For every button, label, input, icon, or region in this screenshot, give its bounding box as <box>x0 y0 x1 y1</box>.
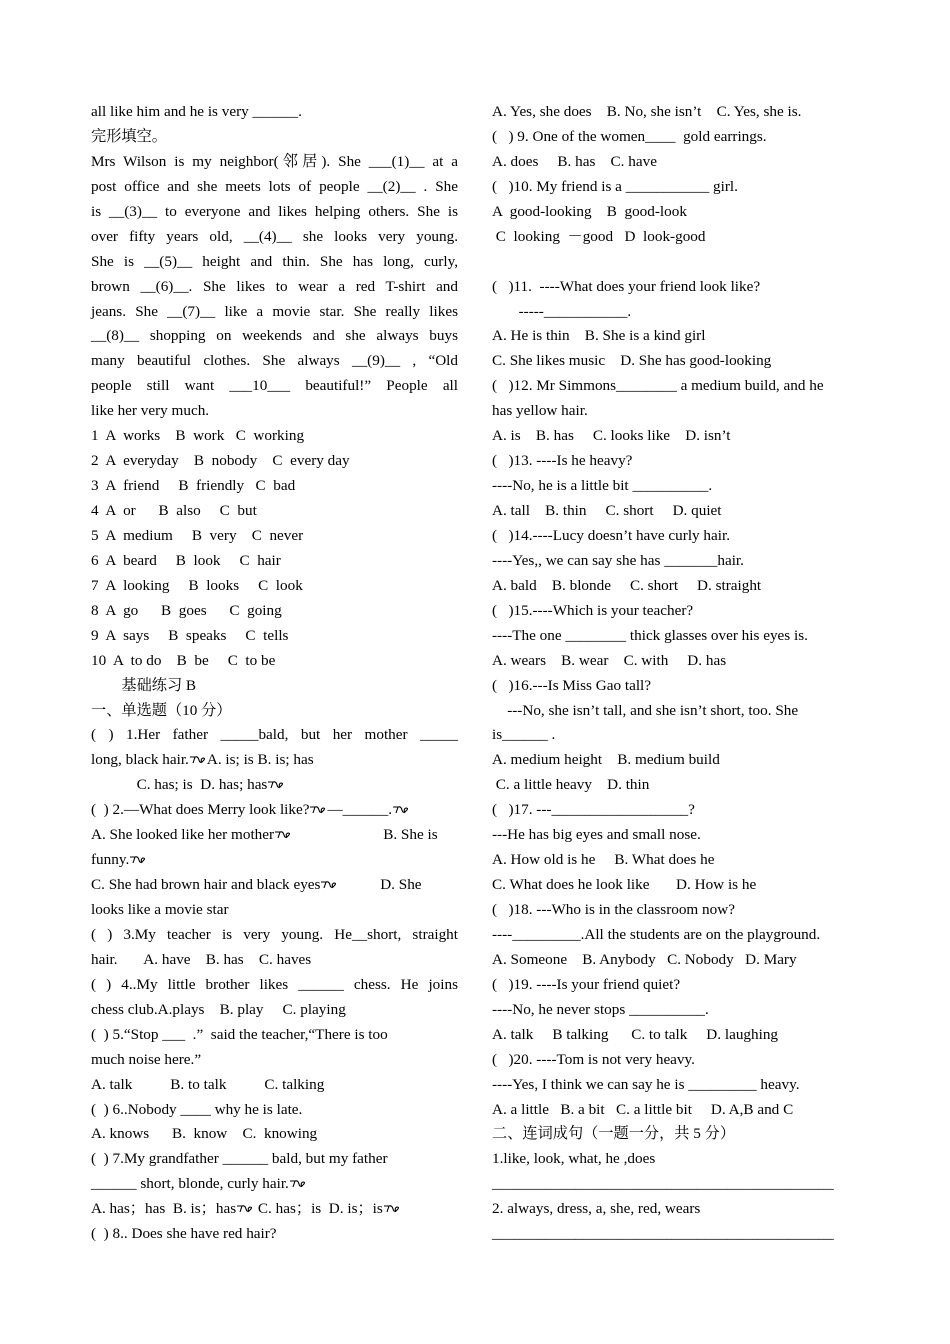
text-line <box>91 424 458 449</box>
line-text: all like him and he is very ______. <box>91 103 302 120</box>
text-line <box>91 1147 458 1172</box>
text-line <box>91 723 458 748</box>
line-text: ---No, she isn’t tall, and she isn’t short, too. She <box>492 701 799 719</box>
text-line <box>91 349 458 374</box>
line-text: A. talk B. to talk C. talking <box>91 1075 325 1093</box>
text-line <box>492 1172 860 1197</box>
text-line <box>492 599 860 624</box>
line-text: A. talk B talking C. to talk D. laughing <box>492 1025 779 1043</box>
line-break-mark-icon <box>392 805 410 815</box>
line-text: ______ short, blonde, curly hair. <box>91 1175 289 1193</box>
text-line <box>91 773 458 798</box>
line-text: 3 A friend B friendly C bad <box>91 477 296 495</box>
line-text-continued: C. has；is D. is；is <box>254 1200 383 1218</box>
text-line <box>492 474 860 499</box>
line-text-continued: A. is; is B. is; has <box>206 751 314 769</box>
text-line <box>91 1172 458 1197</box>
text-line <box>492 449 860 474</box>
text-line <box>492 175 860 200</box>
text-line <box>91 175 458 200</box>
line-break-mark-icon <box>309 805 327 815</box>
text-line <box>492 699 860 724</box>
line-text: long, black hair. <box>91 751 189 769</box>
line-text: ( ) 2.—What does Merry look like? <box>91 801 310 819</box>
text-line <box>492 250 860 275</box>
text-line <box>492 100 860 125</box>
line-text: brown __(6)__. She likes to wear a red T-shirt and <box>91 277 458 295</box>
line-text: C. a little heavy D. thin <box>492 776 650 794</box>
text-line <box>91 674 458 699</box>
line-text: ( )12. Mr Simmons________ a medium build, and he <box>492 377 824 395</box>
text-line <box>492 200 860 225</box>
line-text: ( )13. ----Is he heavy? <box>492 452 633 470</box>
text-line <box>492 1048 860 1073</box>
line-text: like her very much. <box>91 402 210 420</box>
text-line <box>91 524 458 549</box>
line-text: ----The one ________ thick glasses over his eyes is. <box>492 626 808 644</box>
line-text: ----No, he never stops __________. <box>492 1000 709 1018</box>
line-text-continued: —______. <box>327 801 393 819</box>
line-break-mark-icon <box>189 755 207 765</box>
line-break-mark-icon <box>289 1179 307 1189</box>
text-line <box>91 1122 458 1147</box>
text-line <box>91 200 458 225</box>
left-column <box>91 100 458 1247</box>
text-line <box>492 748 860 773</box>
line-text: 2 A everyday B nobody C every day <box>91 452 350 470</box>
line-text: post office and she meets lots of people __(2)__ . She <box>91 177 458 195</box>
text-line <box>492 1098 860 1123</box>
text-line <box>91 973 458 998</box>
line-text: 基础练习 B <box>91 676 197 694</box>
line-text: C looking －good D look-good <box>492 227 706 245</box>
line-text: ( ) 7.My grandfather ______ bald, but my father <box>91 1150 388 1168</box>
text-line <box>91 549 458 574</box>
line-text: ( ) 8.. Does she have red hair? <box>91 1225 277 1243</box>
text-line <box>91 250 458 275</box>
text-line <box>492 973 860 998</box>
text-line <box>91 225 458 250</box>
line-text: ---He has big eyes and small nose. <box>492 826 701 844</box>
line-text: chess club.A.plays B. play C. playing <box>91 1000 346 1018</box>
right-column <box>492 100 860 1247</box>
text-line <box>492 873 860 898</box>
line-text: ----Yes,, we can say she has _______hair. <box>492 551 744 569</box>
text-line <box>91 499 458 524</box>
text-line <box>91 474 458 499</box>
line-text-continued: D. She <box>338 876 422 894</box>
text-line <box>492 300 860 325</box>
line-text: A. knows B. know C. knowing <box>91 1125 318 1143</box>
line-text: A. medium height B. medium build <box>492 751 720 769</box>
text-line <box>91 399 458 424</box>
line-text: A. tall B. thin C. short D. quiet <box>492 502 722 519</box>
line-break-mark-icon <box>236 1204 254 1214</box>
line-break-mark-icon <box>274 830 292 840</box>
text-line <box>492 150 860 175</box>
text-line <box>492 349 860 374</box>
line-text: C. What does he look like D. How is he <box>492 876 757 894</box>
line-text: ( ) 3.My teacher is very young. He__short, straight <box>91 925 458 943</box>
line-text: people still want ___10___ beautiful!” People all <box>91 377 458 395</box>
line-text: ( )10. My friend is a ___________ girl. <box>492 177 738 195</box>
text-line <box>492 1073 860 1098</box>
text-line <box>91 1023 458 1048</box>
text-line <box>492 674 860 699</box>
text-line <box>492 125 860 150</box>
line-text: ( )14.----Lucy doesn’t have curly hair. <box>492 526 730 544</box>
text-line <box>91 275 458 300</box>
line-text: jeans. She __(7)__ like a movie star. She really likes <box>91 302 458 320</box>
line-break-mark-icon <box>320 880 338 890</box>
text-line <box>91 1098 458 1123</box>
line-text: ( )16.---Is Miss Gao tall? <box>492 676 652 694</box>
text-line <box>91 449 458 474</box>
text-line <box>492 923 860 948</box>
text-line <box>91 998 458 1023</box>
text-line <box>91 324 458 349</box>
text-line <box>492 574 860 599</box>
line-text: ( ) 5.“Stop ___ .” said the teacher,“There is too <box>91 1025 388 1043</box>
line-text: _____________________________________________ <box>492 1225 834 1243</box>
text-line <box>91 150 458 175</box>
line-text: A. Someone B. Anybody C. Nobody D. Mary <box>492 950 797 968</box>
text-line <box>492 823 860 848</box>
text-line <box>91 848 458 873</box>
text-line <box>492 998 860 1023</box>
line-break-mark-icon <box>267 780 285 790</box>
text-line <box>492 798 860 823</box>
line-text: 6 A beard B look C hair <box>91 551 281 569</box>
text-line <box>91 125 458 150</box>
line-text: A. She looked like her mother <box>91 826 275 844</box>
line-text: ( )18. ---Who is in the classroom now? <box>492 901 735 918</box>
line-text: A. is B. has C. looks like D. isn’t <box>492 427 731 445</box>
line-text: A. does B. has C. have <box>492 152 657 170</box>
text-line <box>91 574 458 599</box>
line-text: ( )17. ---__________________? <box>492 801 695 819</box>
line-text: 9 A says B speaks C tells <box>91 626 289 644</box>
text-line <box>492 549 860 574</box>
line-text: 完形填空。 <box>91 127 167 145</box>
text-line <box>492 773 860 798</box>
line-text: A. bald B. blonde C. short D. straight <box>492 576 762 594</box>
line-text: C. She had brown hair and black eyes <box>91 876 321 894</box>
text-line <box>492 374 860 399</box>
line-text: A good-looking B good-look <box>492 202 687 220</box>
line-text: A. He is thin B. She is a kind girl <box>492 327 706 345</box>
line-text: 1.like, look, what, he ,does <box>492 1150 656 1168</box>
text-line <box>492 499 860 524</box>
text-line <box>91 1073 458 1098</box>
text-line <box>91 300 458 325</box>
line-text: ----Yes, I think we can say he is _________ heavy. <box>492 1075 800 1093</box>
text-line <box>492 275 860 300</box>
line-text: ( )20. ----Tom is not very heavy. <box>492 1050 695 1068</box>
text-line <box>492 524 860 549</box>
text-line <box>492 399 860 424</box>
line-text: hair. A. have B. has C. haves <box>91 950 312 968</box>
text-line <box>91 873 458 898</box>
line-text: A. has；has B. is；has <box>91 1200 237 1218</box>
line-text: __(8)__ shopping on weekends and she always buys <box>91 327 458 345</box>
line-break-mark-icon <box>129 855 147 865</box>
text-line <box>91 599 458 624</box>
line-text: A. How old is he B. What does he <box>492 851 715 869</box>
text-line <box>91 649 458 674</box>
line-text: much noise here.” <box>91 1050 202 1068</box>
text-line <box>91 898 458 923</box>
text-line <box>492 1222 860 1247</box>
line-text: 5 A medium B very C never <box>91 526 304 544</box>
text-line <box>492 1197 860 1222</box>
line-text: ( )11. ----What does your friend look like? <box>492 277 761 295</box>
line-text: _____________________________________________ <box>492 1175 834 1193</box>
text-line <box>492 424 860 449</box>
line-text: has yellow hair. <box>492 402 588 420</box>
line-text: 1 A works B work C working <box>91 427 305 445</box>
text-line <box>492 225 860 250</box>
line-text: C. has; is D. has; has <box>91 776 268 794</box>
text-line <box>91 823 458 848</box>
text-line <box>91 1048 458 1073</box>
text-line <box>91 100 458 125</box>
text-line <box>91 923 458 948</box>
line-text: ( )15.----Which is your teacher? <box>492 601 694 619</box>
line-text: ( ) 6..Nobody ____ why he is late. <box>91 1100 303 1118</box>
text-line <box>91 374 458 399</box>
line-text: many beautiful clothes. She always __(9)__ , “Old <box>91 352 458 370</box>
text-line <box>91 699 458 724</box>
text-line <box>492 1147 860 1172</box>
text-line <box>492 624 860 649</box>
line-text: A. Yes, she does B. No, she isn’t C. Yes, she is. <box>492 103 802 120</box>
line-text: 7 A looking B looks C look <box>91 576 303 594</box>
line-text: ( ) 1.Her father _____bald, but her mother _____ <box>91 726 458 744</box>
line-text: -----___________. <box>492 302 632 320</box>
line-text: ( ) 9. One of the women____ gold earrings. <box>492 127 767 145</box>
text-line <box>91 1222 458 1247</box>
line-text: 10 A to do B be C to be <box>91 651 276 669</box>
line-text: 8 A go B goes C going <box>91 601 282 619</box>
line-text: is______ . <box>492 726 556 744</box>
line-text: 4 A or B also C but <box>91 502 257 519</box>
line-text: A. a little B. a bit C. a little bit D. A,B and C <box>492 1100 794 1118</box>
line-text: ----No, he is a little bit __________. <box>492 477 713 495</box>
line-text: 2. always, dress, a, she, red, wears <box>492 1200 701 1218</box>
line-text: C. She likes music D. She has good-looking <box>492 352 772 370</box>
text-line <box>492 649 860 674</box>
text-line <box>492 1122 860 1147</box>
line-text: A. wears B. wear C. with D. has <box>492 651 727 669</box>
line-text: ( )19. ----Is your friend quiet? <box>492 975 681 993</box>
line-text: 一、单选题（10 分） <box>91 701 232 719</box>
line-break-mark-icon <box>383 1204 401 1214</box>
line-text: ----_________.All the students are on the playground. <box>492 925 821 943</box>
text-line <box>91 624 458 649</box>
line-text: funny. <box>91 851 130 869</box>
text-line <box>91 798 458 823</box>
text-line <box>492 948 860 973</box>
text-line <box>492 898 860 923</box>
text-line <box>91 748 458 773</box>
text-line <box>492 848 860 873</box>
line-text: is __(3)__ to everyone and likes helping others. She is <box>91 202 458 220</box>
text-line <box>91 948 458 973</box>
line-text: 二、连词成句（一题一分，共 5 分） <box>492 1125 735 1143</box>
text-line <box>492 723 860 748</box>
line-text: Mrs Wilson is my neighbor(邻居). She ___(1)__ at a <box>91 152 458 170</box>
line-text: looks like a movie star <box>91 901 229 918</box>
line-text-continued: B. She is <box>292 826 438 844</box>
line-text: over fifty years old, __(4)__ she looks very young. <box>91 227 458 245</box>
text-line <box>492 1023 860 1048</box>
text-line <box>492 324 860 349</box>
text-line <box>91 1197 458 1222</box>
line-text: She is __(5)__ height and thin. She has long, curly, <box>91 252 458 270</box>
line-text: ( ) 4..My little brother likes ______ chess. He joins <box>91 975 458 993</box>
